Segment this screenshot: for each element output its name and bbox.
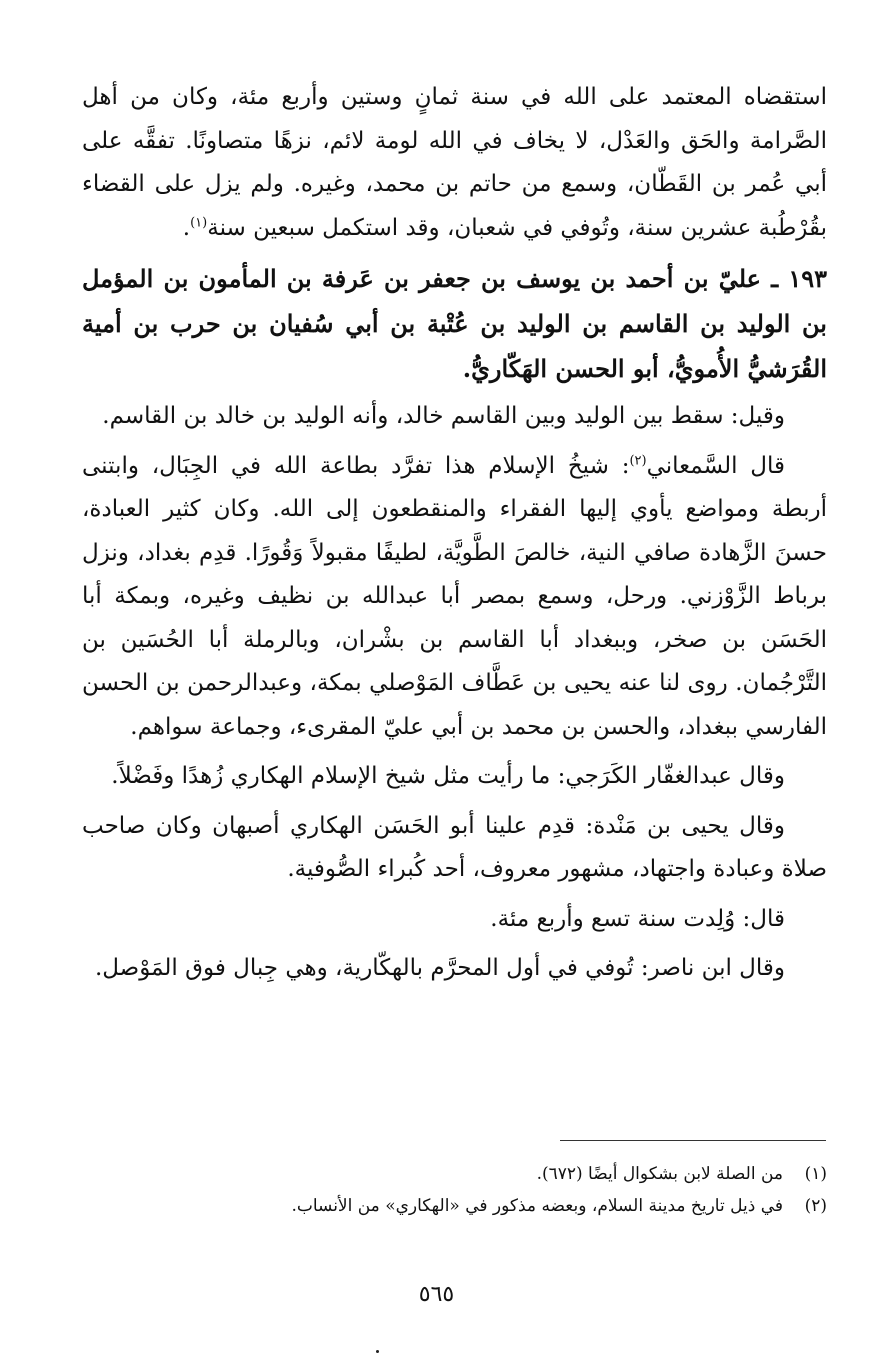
entry-heading-193: ١٩٣ ـ عليّ بن أحمد بن يوسف بن جعفر بن عَرفة بن المأمون بن المؤمل بن الوليد بن القاسم بن الوليد بن عُتْبة بن أبي سُفيان بن حرب بن أمية القُرَشيُّ الأُمويُّ، أبو الحسن الهَكّاريُّ. bbox=[82, 264, 827, 383]
footnote-divider bbox=[560, 1140, 826, 1141]
paragraph-samani-quote: قال السَّمعاني$^{(٢)}$: شيخُ الإسلام هذا تفرَّد بطاعة الله في الجِبَال، وابتنى أربطة ومواضع يأوي إليها الفقراء والمنقطعون إلى الله. وكان كثير العبادة، حسنَ الزَّهادة صافي النية، خالصَ الطَّويَّة، لطيفًا مقبولاً وَقُورًا. قدِم بغداد، ونزل برباط الزَّوْزني. ورحل، وسمع بمصر أبا عبدالله بن نظيف وغيره، وبمكة أبا الحَسَن بن صخر، وببغداد أبا القاسم بن بشْران، وبالرملة أبا الحُسَين بن التَّرْجُمان. روى لنا عنه يحيى بن عَطَّاف المَوْصلي بمكة، وعبدالرحمن بن الحسن الفارسي ببغداد، والحسن بن محمد بن أبي عليّ المقرىء، وجماعة سواهم. bbox=[82, 452, 827, 740]
paragraph-birth: قال: وُلِدت سنة تسع وأربع مئة. bbox=[490, 905, 785, 932]
footnote-text: في ذيل تاريخ مدينة السلام، وبعضه مذكور في «الهكاري» من الأنساب. bbox=[291, 1196, 783, 1216]
scan-speck bbox=[376, 1350, 379, 1353]
paragraph-lineage-note: وقيل: سقط بين الوليد وبين القاسم خالد، وأنه الوليد بن خالد بن القاسم. bbox=[102, 403, 785, 429]
footnote-text: من الصلة لابن بشكوال أيضًا (٦٧٢). bbox=[536, 1164, 783, 1184]
paragraph-qadi-continuation: استقضاه المعتمد على الله في سنة ثمانٍ وستين وأربع مئة، وكان من أهل الصَّرامة والحَق والعَدْل، لا يخاف في الله لومة لائم، نزهًا متصاونًا. تفقَّه على أبي عُمر بن القَطّان، وسمع من حاتم بن محمد، وغيره. ولم يزل على القضاء بقُرْطُبة عشرين سنة، وتُوفي في شعبان، وقد استكمل سبعين سنة$^{(١)}$. bbox=[82, 84, 827, 241]
footnote-ref-2: (٢) bbox=[629, 452, 647, 468]
footnote-2 bbox=[200, 1190, 827, 1222]
footnotes bbox=[200, 1158, 827, 1222]
footnote-ref-1: (١) bbox=[190, 214, 208, 230]
paragraph-death: وقال ابن ناصر: تُوفي في أول المحرَّم بالهكّارية، وهي جِبال فوق المَوْصل. bbox=[94, 955, 785, 981]
footnote-number: (٢) bbox=[804, 1196, 827, 1216]
footnote-number: (١) bbox=[804, 1164, 827, 1184]
paragraph-karaji-quote: وقال عبدالغفّار الكَرَجي: ما رأيت مثل شيخ الإسلام الهكاري زُهدًا وفَضْلاً. bbox=[111, 763, 785, 789]
main-text bbox=[82, 76, 827, 997]
page-number: ٥٦٥ bbox=[418, 1282, 455, 1307]
footnote-1 bbox=[200, 1158, 827, 1190]
paragraph-manda-quote: وقال يحيى بن مَنْدة: قدِم علينا أبو الحَسَن الهكاري أصبهان وكان صاحب صلاة وعبادة واجتهاد، مشهور معروف، أحد كُبراء الصُّوفية. bbox=[82, 812, 827, 882]
